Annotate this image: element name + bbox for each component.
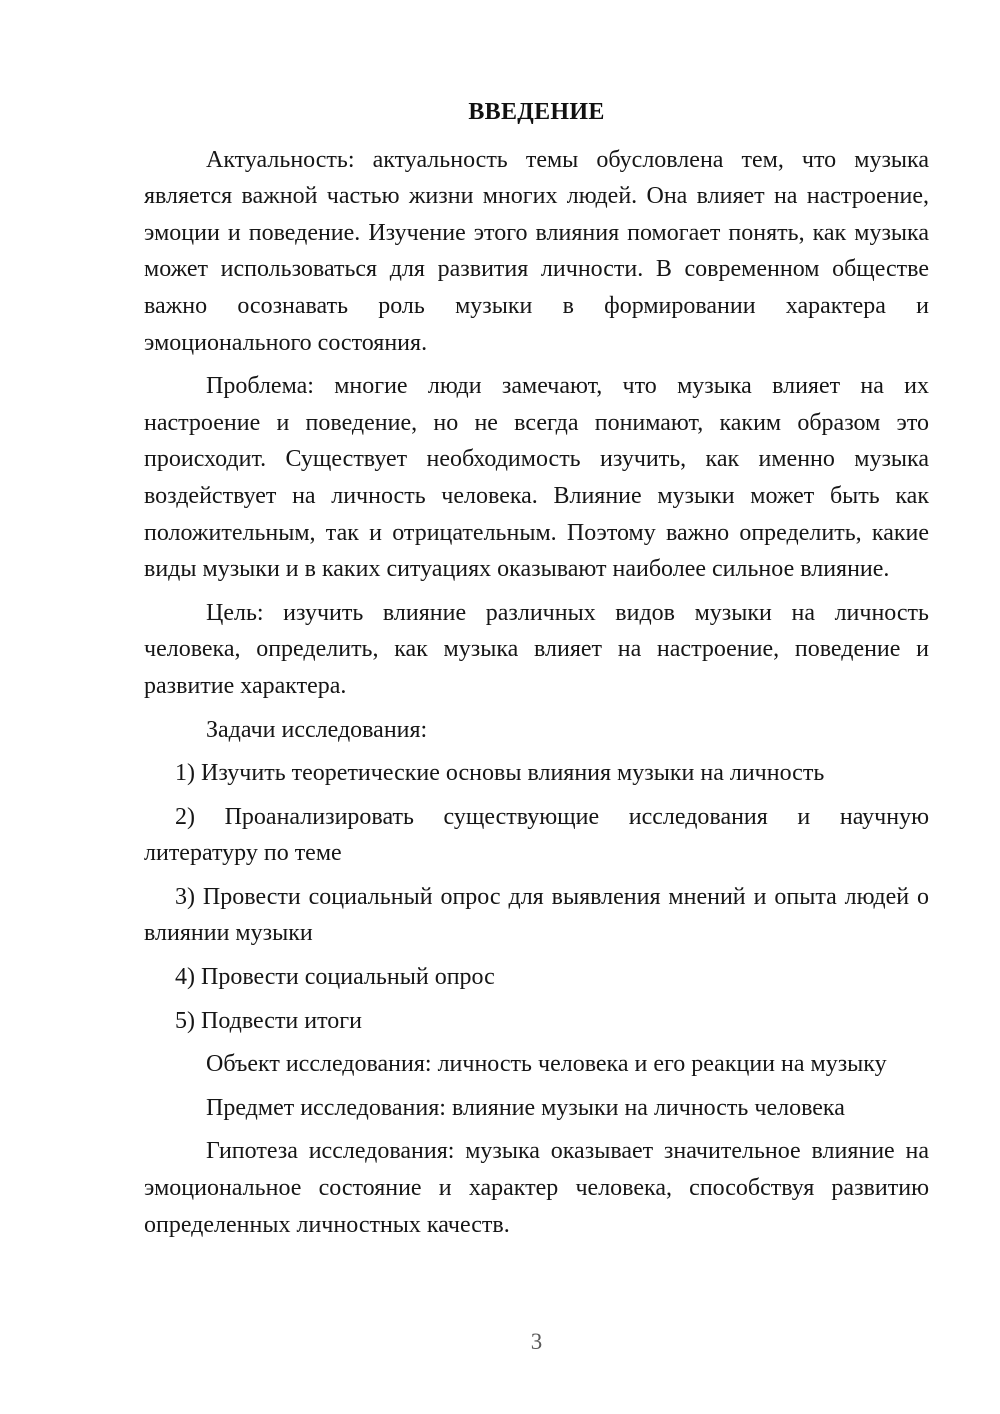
tasks-heading: Задачи исследования:	[206, 716, 428, 743]
page-title: ВВЕДЕНИЕ	[468, 99, 605, 125]
paragraph-goal: Цель: изучить влияние различных видов музыки на личность человека, определить, как музыка влияет на настроение, поведение и развитие характера.	[144, 599, 929, 699]
task-item-4: 4) Провести социальный опрос	[175, 964, 495, 991]
paragraph-subject: Предмет исследования: влияние музыки на личность человека	[206, 1094, 845, 1121]
task-item-1: 1) Изучить теоретические основы влияния музыки на личность	[175, 760, 825, 787]
page-number: 3	[530, 1329, 543, 1354]
paragraph-relevance: Актуальность: актуальность темы обусловлена тем, что музыка является важной частью жизни многих людей. Она влияет на настроение, эмоции и поведение. Изучение этого влияния помогает понять, как музыка может использоваться для развития личности. В современном обществе важно осознавать роль музыки в формировании характера и эмоционального состояния.	[144, 146, 929, 356]
task-item-3: 3) Провести социальный опрос для выявления мнений и опыта людей о влиянии музыки	[144, 883, 929, 947]
task-item-5: 5) Подвести итоги	[175, 1007, 362, 1034]
paragraph-problem: Проблема: многие люди замечают, что музыка влияет на их настроение и поведение, но не всегда понимают, каким образом это происходит. Существует необходимость изучить, как именно музыка воздействует на личность человека. Влияние музыки может быть как положительным, так и отрицательным. Поэтому важно определить, какие виды музыки и в каких ситуациях оказывают наиболее сильное влияние.	[144, 373, 929, 583]
paragraph-object: Объект исследования: личность человека и его реакции на музыку	[206, 1051, 887, 1078]
task-item-2: 2) Проанализировать существующие исследования и научную литературу по теме	[144, 803, 929, 867]
document-content	[144, 94, 929, 1250]
paragraph-hypothesis: Гипотеза исследования: музыка оказывает значительное влияние на эмоциональное состояние и характер человека, способствуя развитию определенных личностных качеств.	[144, 1138, 929, 1238]
